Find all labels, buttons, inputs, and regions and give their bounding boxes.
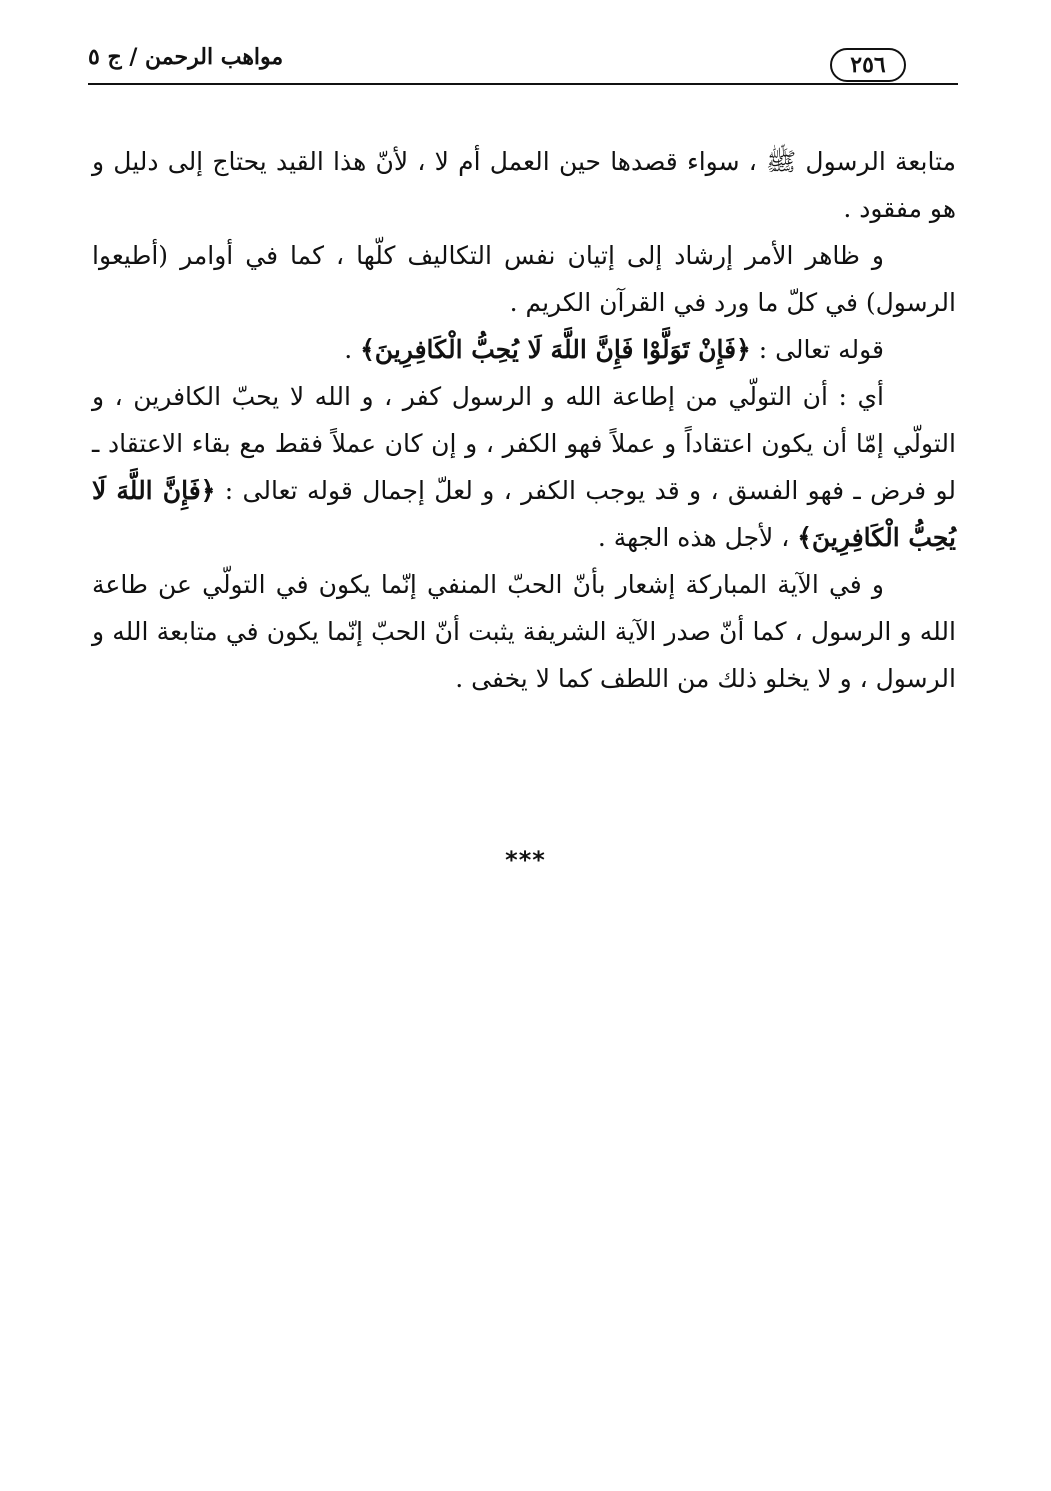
- verse-heading-suffix: .: [344, 335, 361, 364]
- paragraph-1-text: متابعة الرسول ﷺ ، سواء قصدها حين العمل أم لا ، لأنّ هذا القيد يحتاج إلى دليل و هو مفقود .: [92, 147, 956, 223]
- paragraph-2: [92, 232, 956, 326]
- paragraph-1: [92, 138, 956, 232]
- body-text: [92, 138, 956, 702]
- paragraph-2-text: و ظاهر الأمر إرشاد إلى إتيان نفس التكاليف كلّها ، كما في أوامر (أطيعوا الرسول) في كلّ ما ورد في القرآن الكريم .: [92, 241, 956, 317]
- verse-heading-prefix: قوله تعالى :: [750, 335, 884, 364]
- paragraph-3-suffix: ، لأجل هذه الجهة .: [597, 523, 798, 552]
- section-separator: ***: [505, 846, 546, 874]
- paragraph-4: [92, 561, 956, 702]
- quran-verse: ﴿فَإِنْ تَوَلَّوْا فَإِنَّ اللَّهَ لَا يُحِبُّ الْكَافِرِينَ﴾: [360, 335, 751, 364]
- paragraph-3-text: أي : أن التولّي من إطاعة الله و الرسول كفر ، و الله لا يحبّ الكافرين ، و التولّي إمّا أن يكون اعتقاداً و عملاً فهو الكفر ، و إن كان عملاً فقط مع بقاء الاعتقاد ـ لو فرض ـ فهو الفسق ، و قد يوجب الكفر ، و لعلّ إجمال قوله تعالى :: [92, 382, 957, 505]
- verse-heading: [92, 326, 956, 373]
- paragraph-4-text: و في الآية المباركة إشعار بأنّ الحبّ المنفي إنّما يكون في التولّي عن طاعة الله و الرسول ، كما أنّ صدر الآية الشريفة يثبت أنّ الحبّ إنّما يكون في متابعة الله و الرسول ، و لا يخلو ذلك من اللطف كما لا يخفى .: [92, 570, 956, 693]
- running-title: مواهب الرحمن / ج ٥: [88, 44, 284, 70]
- page-header: [88, 40, 958, 86]
- page-number: ٢٥٦: [830, 48, 906, 82]
- paragraph-3: [92, 373, 956, 561]
- header-rule: [88, 83, 958, 85]
- quran-verse-inline: ﴿فَإِنَّ اللَّهَ لَا يُحِبُّ الْكَافِرِينَ﴾: [92, 476, 956, 552]
